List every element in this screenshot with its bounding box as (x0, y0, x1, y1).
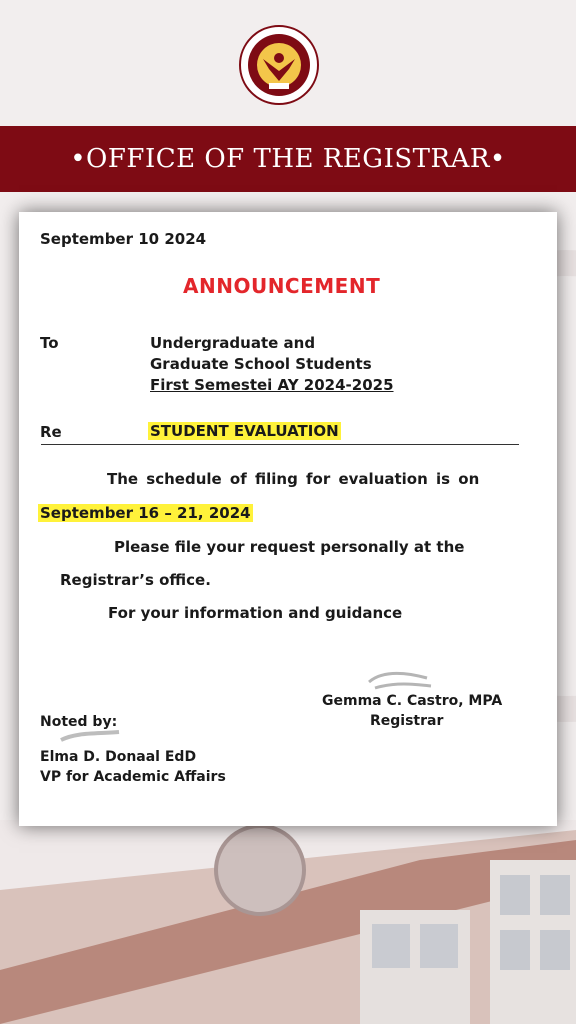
document-date: September 10 2024 (40, 230, 207, 248)
body-line: Please file your request personally at the (114, 538, 465, 556)
vp-name: Elma D. Donaal EdD (40, 749, 197, 765)
registrar-name: Gemma C. Castro, MPA (322, 693, 503, 709)
schedule-dates: September 16 – 21, 2024 (40, 504, 251, 522)
to-line: Undergraduate and (150, 334, 316, 352)
vp-title: VP for Academic Affairs (40, 769, 226, 785)
university-building-image (0, 820, 576, 1024)
registrar-title: Registrar (370, 713, 444, 729)
body-line: The schedule of filing for evaluation is on (107, 470, 480, 488)
university-seal-logo (239, 25, 319, 105)
re-label: Re (40, 423, 62, 441)
re-divider (41, 444, 519, 445)
body-line: For your information and guidance (108, 604, 403, 622)
announcement-document (19, 212, 557, 826)
re-value: STUDENT EVALUATION (150, 422, 339, 440)
to-line: Graduate School Students (150, 355, 372, 373)
to-line: First Semestei AY 2024-2025 (150, 376, 394, 394)
document-heading: ANNOUNCEMENT (183, 274, 381, 298)
to-label: To (40, 334, 59, 352)
registrar-banner (0, 126, 576, 192)
banner-title: •OFFICE OF THE REGISTRAR• (70, 144, 506, 174)
registrar-signature (365, 668, 435, 692)
vp-signature (57, 726, 127, 748)
body-line: Registrar’s office. (60, 571, 211, 589)
noted-by-label: Noted by: (40, 714, 118, 730)
